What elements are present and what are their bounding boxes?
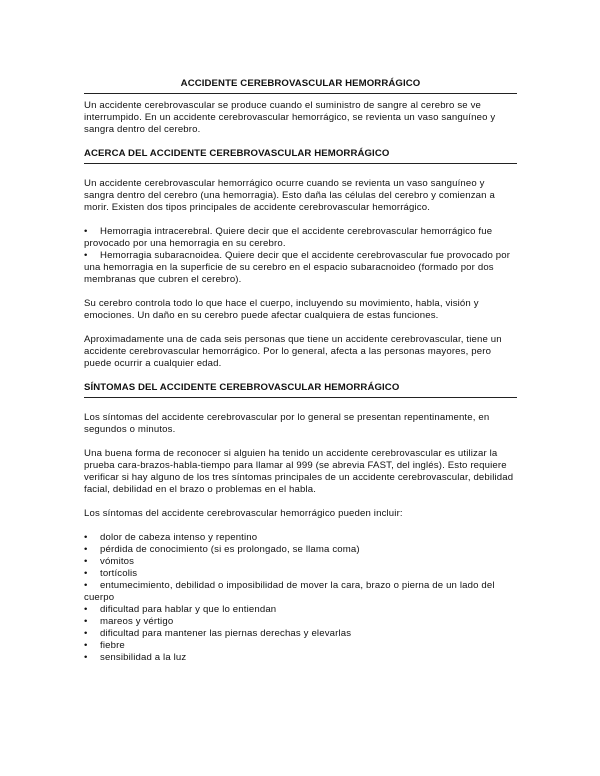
list-item (84, 640, 517, 652)
list-item-text: pérdida de conocimiento (si es prolongado, se llama coma) (100, 544, 360, 555)
symptoms-paragraph-1: Los síntomas del accidente cerebrovascular por lo general se presentan repentinamente, en segundos o minutos. (84, 412, 490, 435)
about-paragraph-2: Su cerebro controla todo lo que hace el cuerpo, incluyendo su movimiento, habla, visión y emociones. Un daño en su cerebro puede afectar cualquiera de estas funciones. (84, 298, 479, 321)
list-item (84, 628, 517, 640)
symptoms-paragraph-2: Una buena forma de reconocer si alguien ha tenido un accidente cerebrovascular es utilizar la prueba cara-brazos-habla-tiempo para llamar al 999 (se abrevia FAST, del inglés). Esto requiere verificar si hay alguno de los tres síntomas principales de un accidente cerebrovascular, debilidad facial, debilidad en el brazo o problemas en el habla. (84, 448, 514, 495)
list-item-text: dolor de cabeza intenso y repentino (100, 532, 258, 543)
list-item (84, 616, 517, 628)
bullet-icon: • (84, 652, 88, 663)
intro-paragraph: Un accidente cerebrovascular se produce cuando el suministro de sangre al cerebro se ve interrumpido. En un accidente cerebrovascular hemorrágico, se revienta un vaso sanguíneo y sangra dentro del cerebro. (84, 100, 496, 135)
bullet-icon: • (84, 604, 88, 615)
bullet-icon: • (84, 568, 88, 579)
section-heading-about: ACERCA DEL ACCIDENTE CEREBROVASCULAR HEMORRÁGICO (84, 148, 517, 164)
list-item (84, 604, 517, 616)
section-heading-symptoms: SÍNTOMAS DEL ACCIDENTE CEREBROVASCULAR HEMORRÁGICO (84, 382, 517, 398)
symptoms-paragraph-3: Los síntomas del accidente cerebrovascular hemorrágico pueden incluir: (84, 508, 403, 519)
list-item (84, 556, 517, 568)
list-item-text: Hemorragia intracerebral. Quiere decir que el accidente cerebrovascular hemorrágico fue provocado por una hemorragia en su cerebro. (84, 226, 493, 249)
list-item-text: mareos y vértigo (100, 616, 174, 627)
bullet-icon: • (84, 544, 88, 555)
bullet-icon: • (84, 532, 88, 543)
list-item-text: tortícolis (100, 568, 138, 579)
about-paragraph-1: Un accidente cerebrovascular hemorrágico ocurre cuando se revienta un vaso sanguíneo y sangra dentro del cerebro (una hemorragia). Esto daña las células del cerebro y comienzan a morir. Existen dos tipos principales de accidente cerebrovascular hemorrágico. (84, 178, 495, 213)
hemorrhage-types-list (84, 226, 517, 286)
symptoms-list (84, 532, 517, 664)
list-item-text: sensibilidad a la luz (100, 652, 187, 663)
bullet-icon: • (84, 226, 88, 237)
list-item-text: entumecimiento, debilidad o imposibilidad de mover la cara, brazo o pierna de un lado del cuerpo (84, 580, 495, 603)
bullet-icon: • (84, 628, 88, 639)
list-item-text: dificultad para mantener las piernas derechas y elevarlas (100, 628, 352, 639)
list-item (84, 544, 517, 556)
bullet-icon: • (84, 640, 88, 651)
about-paragraph-3: Aproximadamente una de cada seis personas que tiene un accidente cerebrovascular, tiene un accidente cerebrovascular hemorrágico. Por lo general, afecta a las personas mayores, pero puede ocurrir a cualquier edad. (84, 334, 502, 369)
list-item (84, 580, 517, 604)
list-item-text: Hemorragia subaracnoidea. Quiere decir que el accidente cerebrovascular fue provocado por una hemorragia en la superficie de su cerebro en el espacio subaracnoideo (formado por dos membranas que cubren el cerebro). (84, 250, 511, 285)
list-item-text: vómitos (100, 556, 135, 567)
page-title: ACCIDENTE CEREBROVASCULAR HEMORRÁGICO (84, 78, 517, 94)
bullet-icon: • (84, 616, 88, 627)
bullet-icon: • (84, 556, 88, 567)
list-item-text: fiebre (100, 640, 125, 651)
list-item (84, 250, 517, 286)
bullet-icon: • (84, 250, 88, 261)
list-item (84, 568, 517, 580)
bullet-icon: • (84, 580, 88, 591)
list-item (84, 226, 517, 250)
list-item (84, 532, 517, 544)
list-item-text: dificultad para hablar y que lo entiendan (100, 604, 277, 615)
list-item (84, 652, 517, 664)
